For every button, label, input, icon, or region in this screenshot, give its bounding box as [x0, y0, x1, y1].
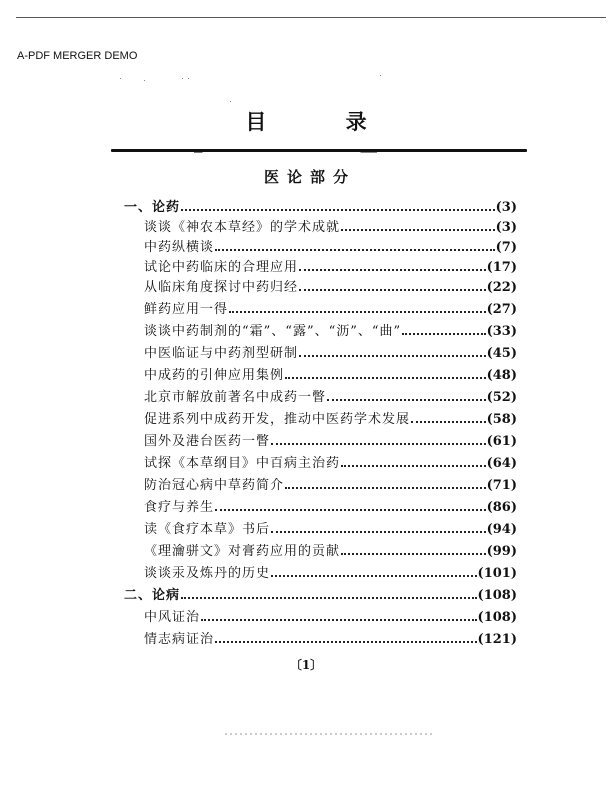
- toc-section-heading[interactable]: [124, 196, 517, 216]
- toc-label: 试探《本草纲目》中百病主治药: [144, 456, 341, 471]
- toc-entry[interactable]: [144, 606, 517, 626]
- dot-leader: [411, 421, 486, 423]
- dot-leader: [341, 553, 486, 555]
- toc-page-number: (48): [486, 368, 517, 383]
- toc-page-number: (7): [495, 240, 517, 255]
- toc-entry[interactable]: [144, 276, 517, 296]
- part-title: 医论部分: [263, 168, 356, 186]
- toc-label: 国外及港台医药一瞥: [144, 434, 271, 449]
- dot-leader: [341, 229, 495, 231]
- toc-entry[interactable]: [144, 236, 517, 256]
- toc-entry[interactable]: [144, 298, 517, 318]
- dot-leader: [327, 399, 486, 401]
- toc-label: 中药纵横谈: [144, 240, 215, 255]
- toc-section-heading[interactable]: [124, 584, 517, 604]
- scan-noise: [225, 733, 435, 735]
- toc-label: 谈谈中药制剂的“霜”、“露”、“沥”、“曲”: [144, 324, 402, 339]
- toc-label: 中成药的引伸应用集例: [144, 368, 285, 383]
- dot-leader: [215, 641, 477, 643]
- dot-leader: [229, 311, 486, 313]
- toc-label: 北京市解放前著名中成药一瞥: [144, 390, 327, 405]
- dot-leader: [201, 619, 477, 621]
- scan-speck: [188, 78, 189, 79]
- dot-leader: [271, 575, 477, 577]
- toc-page-number: (27): [486, 302, 517, 317]
- toc-page-number: (61): [486, 434, 517, 449]
- scan-speck: [380, 75, 381, 76]
- toc-page-number: (108): [477, 588, 517, 603]
- toc-label: 《理瀹骈文》对膏药应用的贡献: [144, 544, 341, 559]
- top-divider: [16, 17, 606, 18]
- toc-label: 中风证治: [144, 610, 201, 625]
- toc-page-number: (71): [486, 478, 517, 493]
- toc-page-number: (121): [477, 632, 517, 647]
- toc-entry[interactable]: [144, 256, 517, 276]
- toc-entry[interactable]: [144, 540, 517, 560]
- toc-label: 一、论药: [124, 200, 181, 215]
- toc-page-number: (64): [486, 456, 517, 471]
- toc-entry[interactable]: [144, 342, 517, 362]
- dot-leader: [285, 487, 486, 489]
- toc-page-number: (101): [477, 566, 517, 581]
- dot-leader: [285, 377, 486, 379]
- toc-label: 情志病证治: [144, 632, 215, 647]
- scan-speck: [182, 78, 183, 79]
- toc-entry[interactable]: [144, 518, 517, 538]
- page-title: 目 录: [245, 110, 403, 134]
- toc-label: 促进系列中成药开发，推动中医药学术发展: [144, 412, 411, 427]
- toc-label: 防治冠心病中草药简介: [144, 478, 285, 493]
- title-underline-rule: [111, 149, 527, 152]
- toc-page-number: (3): [495, 200, 517, 215]
- toc-entry[interactable]: [144, 452, 517, 472]
- toc-page-number: (22): [486, 280, 517, 295]
- toc-label: 二、论病: [124, 588, 181, 603]
- toc-label: 试论中药临床的合理应用: [144, 260, 299, 275]
- watermark-text: A-PDF MERGER DEMO: [17, 50, 138, 62]
- toc-entry[interactable]: [144, 496, 517, 516]
- toc-page-number: (45): [486, 346, 517, 361]
- dot-leader: [215, 249, 495, 251]
- toc-label: 谈谈汞及炼丹的历史: [144, 566, 271, 581]
- toc-entry[interactable]: [144, 430, 517, 450]
- dot-leader: [271, 443, 486, 445]
- dot-leader: [299, 355, 486, 357]
- toc-page-number: (108): [477, 610, 517, 625]
- toc-entry[interactable]: [144, 562, 517, 582]
- toc-label: 鲜药应用一得: [144, 302, 229, 317]
- dot-leader: [215, 509, 486, 511]
- scan-speck: [230, 101, 231, 102]
- toc-page-number: (58): [486, 412, 517, 427]
- dot-leader: [341, 465, 486, 467]
- toc-page-number: (94): [486, 522, 517, 537]
- dot-leader: [402, 333, 485, 335]
- toc-page-number: (17): [486, 260, 517, 275]
- toc-entry[interactable]: [144, 320, 517, 340]
- scan-speck: [144, 80, 145, 81]
- toc-entry[interactable]: [144, 474, 517, 494]
- dot-leader: [299, 269, 486, 271]
- toc-page-number: (99): [486, 544, 517, 559]
- scan-speck: [120, 78, 121, 79]
- toc-label: 食疗与养生: [144, 500, 215, 515]
- toc-label: 读《食疗本草》书后: [144, 522, 271, 537]
- page-folio: 〔1〕: [289, 658, 323, 672]
- dot-leader: [271, 531, 486, 533]
- toc-page-number: (86): [486, 500, 517, 515]
- toc-entry[interactable]: [144, 216, 517, 236]
- toc-label: 中医临证与中药剂型研制: [144, 346, 299, 361]
- toc-page-number: (52): [486, 390, 517, 405]
- dot-leader: [181, 209, 495, 211]
- toc-page-number: (33): [486, 324, 517, 339]
- toc-entry[interactable]: [144, 628, 517, 648]
- dot-leader: [299, 289, 486, 291]
- toc-entry[interactable]: [144, 408, 517, 428]
- toc-page-number: (3): [495, 220, 517, 235]
- toc-label: 从临床角度探讨中药归经: [144, 280, 299, 295]
- toc-label: 谈谈《神农本草经》的学术成就: [144, 220, 341, 235]
- dot-leader: [181, 597, 477, 599]
- toc-entry[interactable]: [144, 386, 517, 406]
- toc-entry[interactable]: [144, 364, 517, 384]
